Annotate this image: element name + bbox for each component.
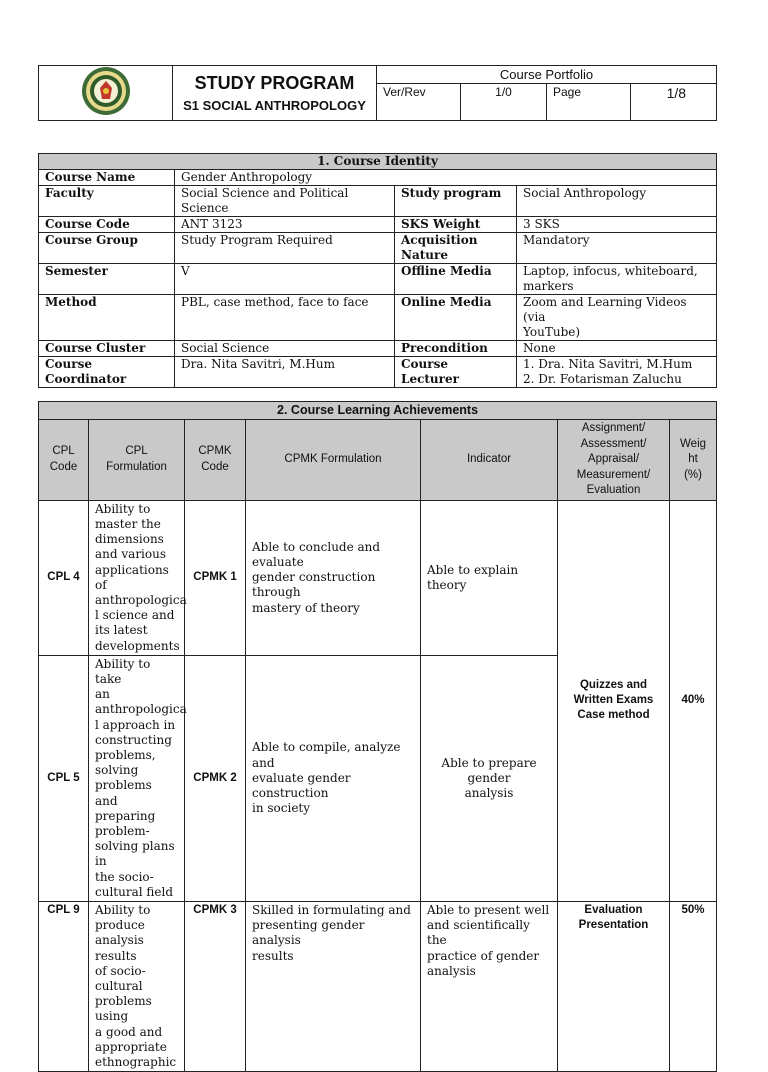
header-line: Assignment/ <box>581 422 646 435</box>
assessment-cell <box>558 500 670 901</box>
learning-achievements-table <box>38 401 717 1072</box>
study-program-cell <box>173 66 377 121</box>
offline-media-line: markers <box>523 279 574 293</box>
study-program-title: STUDY PROGRAM <box>194 73 355 93</box>
text-line: and scientifically the <box>427 918 530 948</box>
course-cluster-value: Social Science <box>175 341 395 357</box>
text-line: analysis results <box>95 933 144 963</box>
text-line: Ability to take <box>95 656 151 686</box>
header-line: Measurement/ <box>576 468 651 481</box>
text-line: Able to present well <box>427 902 550 917</box>
course-group-value: Study Program Required <box>175 233 395 264</box>
text-line: solving <box>95 763 139 778</box>
course-portfolio-label: Course Portfolio <box>377 66 717 84</box>
text-line: Ability to <box>95 902 151 917</box>
text-line: Skilled in formulating and <box>252 902 411 917</box>
text-line: cultural field <box>95 884 174 899</box>
offline-media-label: Offline Media <box>395 264 517 295</box>
header-line: CPMK <box>198 445 232 458</box>
university-logo-cell <box>39 66 173 121</box>
text-line: and various <box>95 547 166 562</box>
text-line: Quizzes and <box>579 679 648 692</box>
indicator-cell <box>421 655 558 901</box>
text-line: appropriate <box>95 1039 167 1054</box>
page-label: Page <box>547 84 631 121</box>
text-line: anthropologica <box>95 592 187 607</box>
text-line: evaluate gender construction <box>252 770 351 800</box>
online-media-value <box>517 295 717 341</box>
text-line: mastery of theory <box>252 600 360 615</box>
cpmk-code-header <box>185 420 246 501</box>
cpmk-code-cell: CPMK 2 <box>185 655 246 901</box>
sks-weight-label: SKS Weight <box>395 217 517 233</box>
header-line: Evaluation <box>586 484 641 497</box>
text-line: of socio- <box>95 963 146 978</box>
cpmk-formulation-cell <box>246 500 421 655</box>
text-line: results <box>252 948 294 963</box>
header-line: CPL <box>125 445 148 458</box>
text-line: a good and <box>95 1024 163 1039</box>
semester-label: Semester <box>39 264 175 295</box>
course-lecturer-value <box>517 357 717 388</box>
cpmk-formulation-cell <box>246 901 421 1071</box>
text-line: produce <box>95 918 145 933</box>
text-line: problems and <box>95 778 152 808</box>
offline-media-line: Laptop, infocus, whiteboard, <box>523 264 698 278</box>
text-line: problems using <box>95 994 152 1024</box>
precondition-label: Precondition <box>395 341 517 357</box>
text-line: anthropologica <box>95 702 187 717</box>
text-line: applications of <box>95 562 169 592</box>
text-line: Presentation <box>578 919 649 932</box>
lecturer-line: 2. Dr. Fotarisman Zaluchu <box>523 372 682 386</box>
page-value: 1/8 <box>631 84 717 121</box>
header-line: CPL <box>52 445 75 458</box>
text-line: preparing <box>95 808 156 823</box>
assessment-cell <box>558 901 670 1071</box>
text-line: practice of gender <box>427 948 540 963</box>
header-line: Weig <box>680 437 707 450</box>
text-line: Able to explain theory <box>427 562 519 592</box>
cpl-formulation-cell <box>89 655 185 901</box>
course-coordinator-value: Dra. Nita Savitri, M.Hum <box>175 357 395 388</box>
method-label: Method <box>39 295 175 341</box>
header-line: Appraisal/ <box>587 453 640 466</box>
text-line: dimensions <box>95 532 164 547</box>
header-line: ht <box>688 453 698 466</box>
faculty-value: Social Science and Political Science <box>175 186 395 217</box>
text-line: in society <box>252 801 311 816</box>
ver-rev-label: Ver/Rev <box>377 84 461 121</box>
university-seal-icon <box>81 66 131 116</box>
course-identity-title: 1. Course Identity <box>39 154 717 170</box>
text-line: cultural <box>95 979 143 993</box>
text-line: presenting gender analysis <box>252 918 365 948</box>
text-line: the socio- <box>95 869 154 884</box>
precondition-value: None <box>517 341 717 357</box>
cpl-formulation-header <box>89 420 185 501</box>
course-code-value: ANT 3123 <box>175 217 395 233</box>
weight-header <box>670 420 717 501</box>
text-line: constructing <box>95 732 172 747</box>
text-line: Case method <box>577 709 650 722</box>
cpl-code-header <box>39 420 89 501</box>
course-name-label: Course Name <box>39 170 175 186</box>
lecturer-line: 1. Dra. Nita Savitri, M.Hum <box>523 357 693 371</box>
study-program-value: Social Anthropology <box>517 186 717 217</box>
text-line: problems, <box>95 747 156 762</box>
acquisition-label-line: Acquisition <box>401 233 478 247</box>
cpl-code-cell: CPL 5 <box>39 655 89 901</box>
header-line: Assessment/ <box>580 437 647 450</box>
ver-rev-value: 1/0 <box>461 84 547 121</box>
text-line: Evaluation <box>584 903 643 916</box>
course-group-label: Course Group <box>39 233 175 264</box>
text-line: Able to compile, analyze and <box>252 740 401 770</box>
online-media-line: YouTube) <box>523 325 581 339</box>
cpmk-formulation-cell <box>246 655 421 901</box>
offline-media-value <box>517 264 717 295</box>
text-line: Able to conclude and evaluate <box>252 539 381 569</box>
text-line: problem- <box>95 823 150 838</box>
cpl-code-cell: CPL 4 <box>39 500 89 655</box>
header-line: Code <box>49 460 78 473</box>
text-line: analysis <box>427 963 476 978</box>
text-line: master the <box>95 516 161 531</box>
weight-cell: 50% <box>670 901 717 1071</box>
cpmk-code-cell: CPMK 1 <box>185 500 246 655</box>
cpl-formulation-cell <box>89 500 185 655</box>
course-coordinator-label: Course Coordinator <box>39 357 175 388</box>
acquisition-label-line: Nature <box>401 248 448 262</box>
text-line: Written Exams <box>573 694 654 707</box>
text-line: ethnographic <box>95 1055 177 1070</box>
online-media-line: Zoom and Learning Videos (via <box>523 295 687 324</box>
achievements-title: 2. Course Learning Achievements <box>39 402 717 420</box>
text-line: solving plans in <box>95 839 175 869</box>
text-line: its latest <box>95 623 148 638</box>
course-code-label: Course Code <box>39 217 175 233</box>
table-row <box>39 500 717 655</box>
cpl-formulation-cell <box>89 901 185 1071</box>
method-value: PBL, case method, face to face <box>175 295 395 341</box>
document-header <box>38 65 717 121</box>
cpmk-formulation-header: CPMK Formulation <box>246 420 421 501</box>
text-line: l approach in <box>95 717 176 732</box>
acquisition-nature-value: Mandatory <box>517 233 717 264</box>
indicator-header: Indicator <box>421 420 558 501</box>
online-media-label: Online Media <box>395 295 517 341</box>
indicator-cell <box>421 500 558 655</box>
table-row <box>39 901 717 1071</box>
text-line: Able to prepare gender <box>441 755 537 785</box>
cpmk-code-cell: CPMK 3 <box>185 901 246 1071</box>
sks-weight-value: 3 SKS <box>517 217 717 233</box>
acquisition-nature-label <box>395 233 517 264</box>
course-cluster-label: Course Cluster <box>39 341 175 357</box>
header-line: Formulation <box>106 460 167 473</box>
text-line: Ability to <box>95 501 151 516</box>
cpl-code-cell: CPL 9 <box>39 901 89 1071</box>
study-program-label: Study program <box>395 186 517 217</box>
assessment-header <box>558 420 670 501</box>
header-line: Code <box>201 460 229 473</box>
text-line: an <box>95 687 110 702</box>
course-name-value: Gender Anthropology <box>175 170 717 186</box>
study-program-subtitle: S1 SOCIAL ANTHROPOLOGY <box>183 98 366 113</box>
text-line: gender construction through <box>252 570 376 600</box>
header-line: (%) <box>684 468 702 481</box>
faculty-label: Faculty <box>39 186 175 217</box>
weight-cell: 40% <box>670 500 717 901</box>
text-line: developments <box>95 638 180 653</box>
text-line: analysis <box>464 785 514 800</box>
course-identity-table <box>38 153 717 388</box>
indicator-cell <box>421 901 558 1071</box>
course-lecturer-label: Course Lecturer <box>395 357 517 388</box>
semester-value: V <box>175 264 395 295</box>
text-line: l science and <box>95 608 175 623</box>
